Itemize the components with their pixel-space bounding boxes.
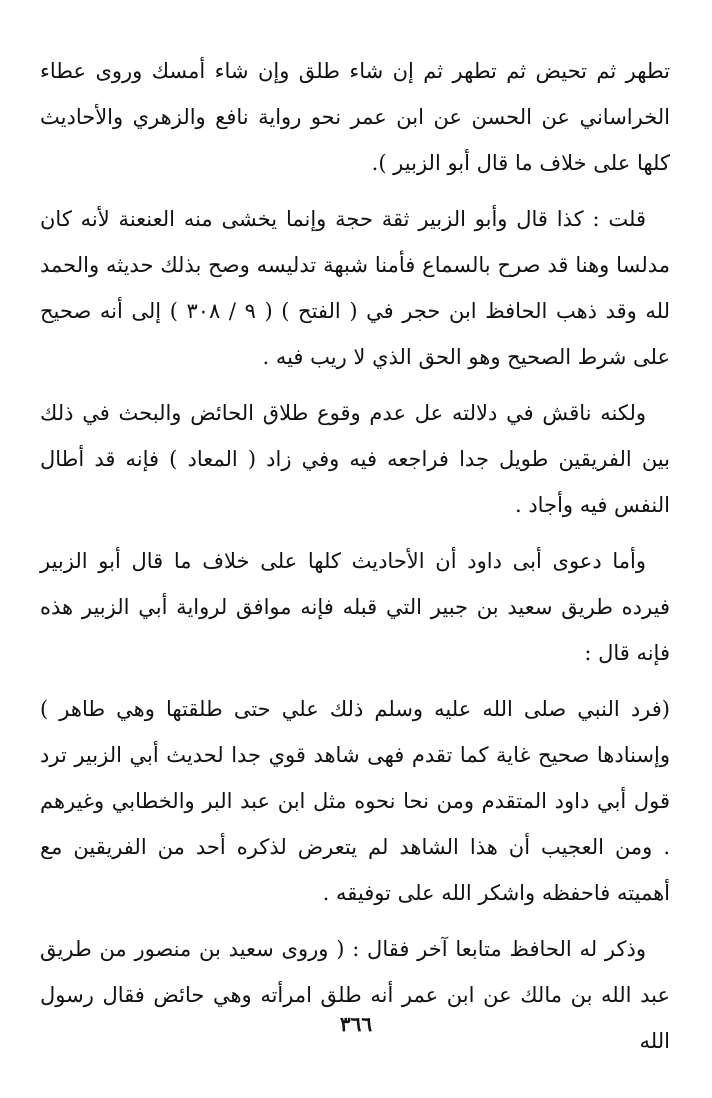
- paragraph-4: وأما دعوى أبى داود أن الأحاديث كلها على خلاف ما قال أبو الزبير فيرده طريق سعيد بن جبير التي قبله فإنه موافق لرواية أبي الزبير هذه فإنه قال :: [40, 549, 670, 665]
- paragraph-5: (فرد النبي صلى الله عليه وسلم ذلك علي حتى طلقتها وهي طاهر ) وإسنادها صحيح غاية كما تقدم فهى شاهد قوي جدا لحديث أبي الزبير ترد قول أبي داود المتقدم ومن نحا نحوه مثل ابن عبد البر والخطابي وغيرهم . ومن العجيب أن هذا الشاهد لم يتعرض لذكره أحد من الفريقين مع أهميته فاحفظه واشكر الله على توفيقه .: [40, 697, 670, 905]
- page-number: ٣٦٦: [339, 1012, 373, 1036]
- body-text: [40, 48, 670, 1074]
- paragraph-6: وذكر له الحافظ متابعا آخر فقال : ( وروى سعيد بن منصور من طريق عبد الله بن مالك عن ابن عمر أنه طلق امرأته وهي حائض فقال رسول الله: [40, 937, 670, 1053]
- paragraph-2: قلت : كذا قال وأبو الزبير ثقة حجة وإنما يخشى منه العنعنة لأنه كان مدلسا وهنا قد صرح بالسماع فأمنا شبهة تدليسه وصح بذلك حديثه والحمد لله وقد ذهب الحافظ ابن حجر في ( الفتح ) ( ٩ / ٣٠٨ ) إلى أنه صحيح على شرط الصحيح وهو الحق الذي لا ريب فيه .: [40, 207, 670, 369]
- paragraph-1: تطهر ثم تحيض ثم تطهر ثم إن شاء طلق وإن شاء أمسك وروى عطاء الخراساني عن الحسن عن ابن عمر نحو رواية نافع والزهري والأحاديث كلها على خلاف ما قال أبو الزبير ).: [40, 59, 670, 175]
- paragraph-3: ولكنه ناقش في دلالته عل عدم وقوع طلاق الحائض والبحث في ذلك بين الفريقين طويل جدا فراجعه فيه وفي زاد ( المعاد ) فإنه قد أطال النفس فيه وأجاد .: [40, 401, 670, 517]
